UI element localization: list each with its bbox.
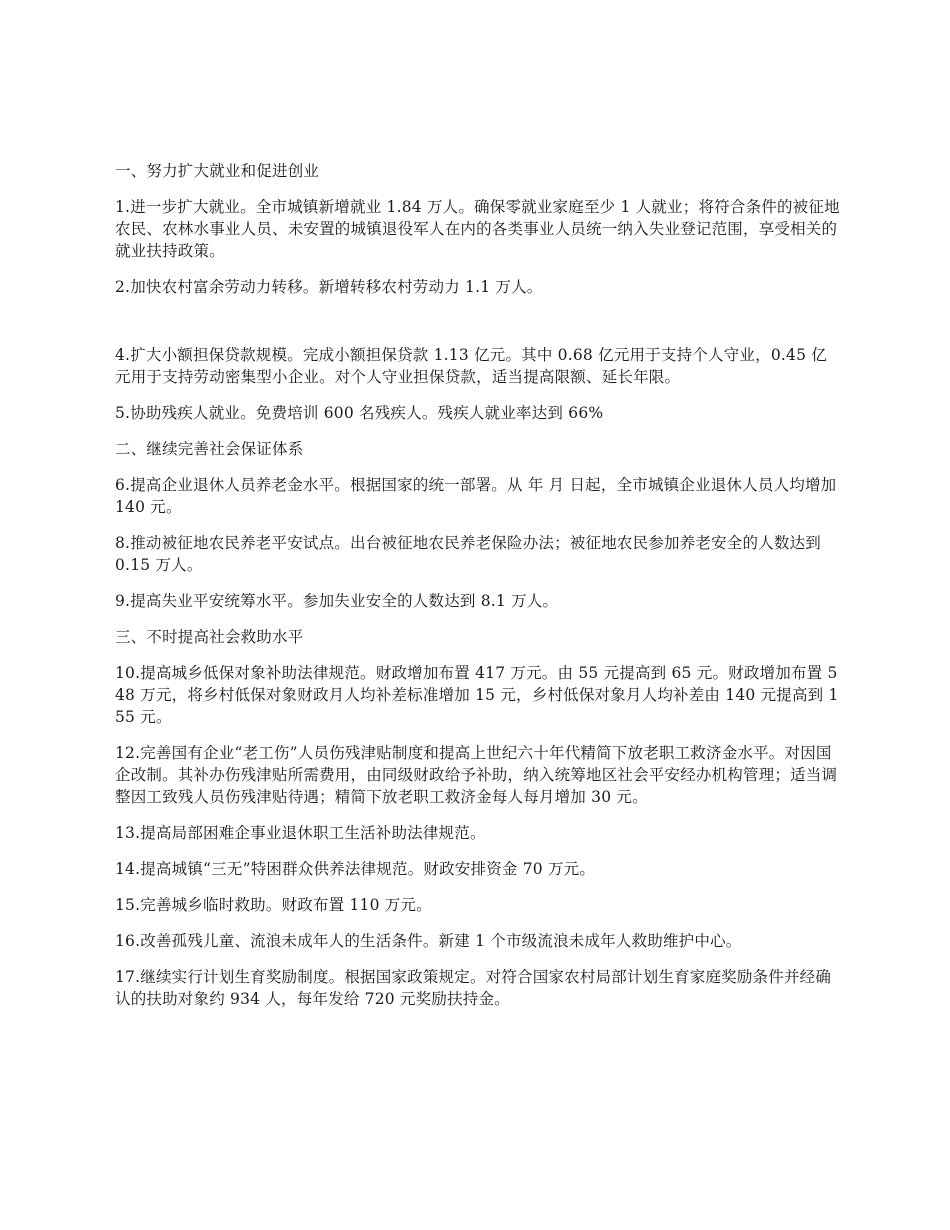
- document-body: [115, 160, 840, 1024]
- paragraph-6: 6.提高企业退休人员养老金水平。根据国家的统一部署。从 年 月 日起，全市城镇企业退休人员人均增加 140 元。: [115, 476, 837, 516]
- section-heading-1: 一、努力扩大就业和促进创业: [115, 162, 320, 180]
- paragraph-8: 8.推动被征地农民养老平安试点。出台被征地农民养老保险办法；被征地农民参加养老安全的人数达到 0.15 万人。: [115, 534, 821, 574]
- paragraph-12: 12.完善国有企业“老工伤”人员伤残津贴制度和提高上世纪六十年代精简下放老职工救济金水平。对因国企改制。其补办伤残津贴所需费用，由同级财政给予补助，纳入统筹地区社会平安经办机构管理；适当调整因工致残人员伤残津贴待遇；精简下放老职工救济金每人每月增加 30 元。: [115, 744, 838, 806]
- section-heading-3: 三、不时提高社会救助水平: [115, 628, 304, 646]
- paragraph-16: 16.改善孤残儿童、流浪未成年人的生活条件。新建 1 个市级流浪未成年人救助维护中心。: [115, 932, 742, 950]
- paragraph-13: 13.提高局部困难企事业退休职工生活补助法律规范。: [115, 824, 486, 842]
- paragraph-14: 14.提高城镇“三无”特困群众供养法律规范。财政安排资金 70 万元。: [115, 860, 596, 878]
- paragraph-2: 2.加快农村富余劳动力转移。新增转移农村劳动力 1.1 万人。: [115, 278, 543, 296]
- paragraph-17: 17.继续实行计划生育奖励制度。根据国家政策规定。对符合国家农村局部计划生育家庭奖励条件并经确认的扶助对象约 934 人，每年发给 720 元奖励扶持金。: [115, 968, 832, 1008]
- paragraph-10: 10.提高城乡低保对象补助法律规范。财政增加布置 417 万元。由 55 元提高到 65 元。财政增加布置 548 万元，将乡村低保对象财政月人均补差标准增加 15 元，乡村低保对象月人均补差由 140 元提高到 155 元。: [115, 664, 839, 726]
- paragraph-4: 4.扩大小额担保贷款规模。完成小额担保贷款 1.13 亿元。其中 0.68 亿元用于支持个人守业，0.45 亿元用于支持劳动密集型小企业。对个人守业担保贷款，适当提高限额、延长年限。: [115, 346, 827, 386]
- paragraph-9: 9.提高失业平安统筹水平。参加失业安全的人数达到 8.1 万人。: [115, 592, 559, 610]
- paragraph-1: 1.进一步扩大就业。全市城镇新增就业 1.84 万人。确保零就业家庭至少 1 人就业；将符合条件的被征地农民、农林水事业人员、未安置的城镇退役军人在内的各类事业人员统一纳入失业登记范围，享受相关的就业扶持政策。: [115, 198, 840, 260]
- paragraph-5: 5.协助残疾人就业。免费培训 600 名残疾人。残疾人就业率达到 66%: [115, 404, 604, 422]
- blank-gap: [115, 312, 840, 344]
- section-heading-2: 二、继续完善社会保证体系: [115, 440, 304, 458]
- paragraph-15: 15.完善城乡临时救助。财政布置 110 万元。: [115, 896, 432, 914]
